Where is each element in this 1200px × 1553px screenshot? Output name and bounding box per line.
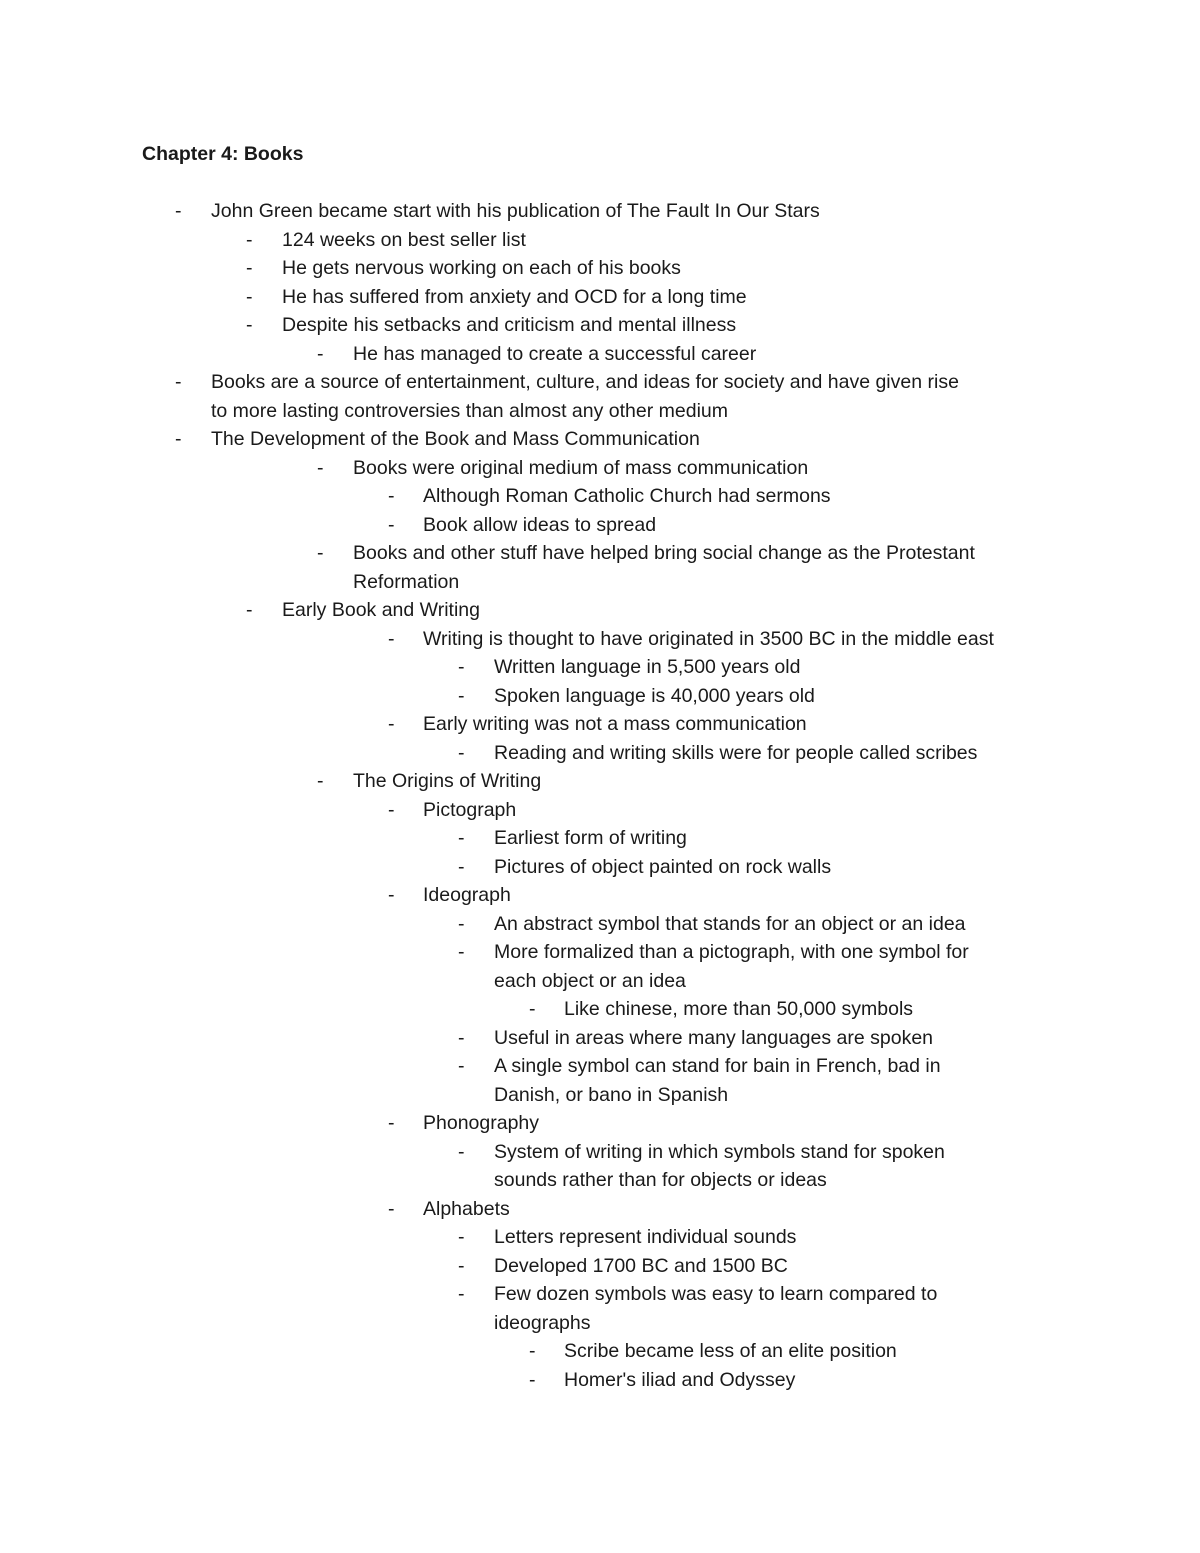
bullet-dash: - xyxy=(246,257,253,279)
bullet-dash: - xyxy=(529,1368,536,1391)
bullet-dash: - xyxy=(458,1226,465,1248)
list-item-text: Reading and writing skills were for people called scribes xyxy=(494,741,978,764)
list-item-text: Early Book and Writing xyxy=(282,599,480,621)
list-item-text: Letters represent individual sounds xyxy=(494,1226,797,1248)
bullet-dash: - xyxy=(246,285,253,308)
list-item-text: Pictures of object painted on rock walls xyxy=(494,855,832,878)
list-item-text: sounds rather than for objects or ideas xyxy=(494,1169,827,1191)
bullet-dash: - xyxy=(458,656,465,678)
bullet-dash: - xyxy=(175,371,182,393)
bullet-dash: - xyxy=(458,1055,465,1077)
list-item-text: Phonography xyxy=(423,1112,540,1134)
list-item-text: ideographs xyxy=(494,1311,591,1334)
list-item xyxy=(0,910,1200,939)
bullet-dash: - xyxy=(388,798,395,821)
list-item-text: Reformation xyxy=(353,570,460,593)
bullet-dash: - xyxy=(317,770,324,792)
list-item xyxy=(0,454,1200,483)
bullet-dash: - xyxy=(317,542,324,564)
list-item xyxy=(0,625,1200,654)
list-item xyxy=(0,739,1200,768)
list-item-text: He gets nervous working on each of his books xyxy=(282,257,681,279)
list-item-text: Book allow ideas to spread xyxy=(423,513,657,536)
list-item-text: Ideograph xyxy=(423,884,511,906)
list-item xyxy=(0,1252,1200,1281)
list-item xyxy=(0,311,1200,340)
list-item-continuation xyxy=(0,397,1200,426)
list-item xyxy=(0,340,1200,369)
list-item xyxy=(0,853,1200,882)
list-item xyxy=(0,682,1200,711)
page-title: Chapter 4: Books xyxy=(142,143,304,165)
list-item-text: to more lasting controversies than almost any other medium xyxy=(211,399,728,422)
bullet-dash: - xyxy=(388,513,395,536)
list-item-continuation xyxy=(0,1309,1200,1338)
list-item xyxy=(0,1195,1200,1224)
list-item-text: He has suffered from anxiety and OCD for a long time xyxy=(282,285,747,308)
bullet-dash: - xyxy=(388,884,395,906)
list-item xyxy=(0,511,1200,540)
list-item xyxy=(0,1024,1200,1053)
list-item-text: Earliest form of writing xyxy=(494,827,687,849)
list-item-text: each object or an idea xyxy=(494,969,686,992)
list-item-text: Although Roman Catholic Church had sermons xyxy=(423,485,831,507)
list-item xyxy=(0,1138,1200,1167)
list-item xyxy=(0,539,1200,568)
list-item-text: He has managed to create a successful career xyxy=(353,342,757,365)
list-item xyxy=(0,938,1200,967)
list-item-text: The Origins of Writing xyxy=(353,770,542,792)
bullet-dash: - xyxy=(529,998,536,1020)
list-item xyxy=(0,710,1200,739)
bullet-dash: - xyxy=(317,456,324,479)
list-item-text: Books are a source of entertainment, culture, and ideas for society and have given rise xyxy=(211,371,959,393)
list-item-text: Spoken language is 40,000 years old xyxy=(494,684,815,707)
bullet-dash: - xyxy=(458,827,465,849)
bullet-dash: - xyxy=(388,627,395,650)
list-item xyxy=(0,425,1200,454)
list-item-text: Like chinese, more than 50,000 symbols xyxy=(564,998,914,1020)
list-item-continuation xyxy=(0,967,1200,996)
list-item-text: The Development of the Book and Mass Communication xyxy=(211,428,700,450)
list-item xyxy=(0,1280,1200,1309)
list-item-text: Alphabets xyxy=(423,1197,510,1220)
bullet-dash: - xyxy=(458,855,465,878)
bullet-list xyxy=(0,197,1200,1394)
list-item-text: John Green became start with his publication of The Fault In Our Stars xyxy=(211,200,820,222)
list-item xyxy=(0,796,1200,825)
bullet-dash: - xyxy=(175,200,182,222)
list-item xyxy=(0,1223,1200,1252)
bullet-dash: - xyxy=(388,713,395,735)
bullet-dash: - xyxy=(388,1197,395,1220)
list-item xyxy=(0,596,1200,625)
bullet-dash: - xyxy=(458,684,465,707)
list-item xyxy=(0,197,1200,226)
list-item xyxy=(0,995,1200,1024)
bullet-dash: - xyxy=(458,741,465,764)
bullet-dash: - xyxy=(246,599,253,621)
list-item-text: Pictograph xyxy=(423,798,517,821)
list-item xyxy=(0,1052,1200,1081)
list-item xyxy=(0,226,1200,255)
list-item-text: Written language in 5,500 years old xyxy=(494,656,801,678)
list-item-text: Books were original medium of mass communication xyxy=(353,456,809,479)
list-item-continuation xyxy=(0,568,1200,597)
bullet-dash: - xyxy=(175,428,182,450)
bullet-dash: - xyxy=(388,485,395,507)
list-item-text: Early writing was not a mass communication xyxy=(423,713,807,735)
list-item-continuation xyxy=(0,1166,1200,1195)
bullet-dash: - xyxy=(529,1340,536,1362)
list-item xyxy=(0,482,1200,511)
bullet-dash: - xyxy=(246,314,253,336)
list-item-text: System of writing in which symbols stand for spoken xyxy=(494,1140,945,1163)
bullet-dash: - xyxy=(458,1140,465,1163)
list-item-text: Scribe became less of an elite position xyxy=(564,1340,897,1362)
list-item xyxy=(0,1109,1200,1138)
bullet-dash: - xyxy=(458,1283,465,1305)
list-item xyxy=(0,254,1200,283)
list-item-text: Danish, or bano in Spanish xyxy=(494,1083,729,1106)
list-item xyxy=(0,1366,1200,1395)
list-item xyxy=(0,283,1200,312)
list-item-text: Homer's iliad and Odyssey xyxy=(564,1368,796,1391)
list-item-text: Despite his setbacks and criticism and mental illness xyxy=(282,314,737,336)
list-item-text: Developed 1700 BC and 1500 BC xyxy=(494,1254,788,1277)
list-item xyxy=(0,824,1200,853)
bullet-dash: - xyxy=(388,1112,395,1134)
bullet-dash: - xyxy=(317,342,324,365)
list-item xyxy=(0,653,1200,682)
list-item-text: A single symbol can stand for bain in French, bad in xyxy=(494,1055,941,1077)
list-item-text: 124 weeks on best seller list xyxy=(282,228,526,251)
list-item xyxy=(0,368,1200,397)
bullet-dash: - xyxy=(458,912,465,935)
bullet-dash: - xyxy=(458,1254,465,1277)
list-item xyxy=(0,767,1200,796)
list-item-text: An abstract symbol that stands for an object or an idea xyxy=(494,912,966,935)
list-item-text: More formalized than a pictograph, with one symbol for xyxy=(494,941,969,963)
list-item-text: Books and other stuff have helped bring social change as the Protestant xyxy=(353,542,975,564)
list-item-continuation xyxy=(0,1081,1200,1110)
list-item xyxy=(0,881,1200,910)
list-item-text: Writing is thought to have originated in 3500 BC in the middle east xyxy=(423,627,994,650)
bullet-dash: - xyxy=(458,1026,465,1049)
list-item-text: Useful in areas where many languages are spoken xyxy=(494,1026,934,1049)
bullet-dash: - xyxy=(246,228,253,251)
list-item-text: Few dozen symbols was easy to learn compared to xyxy=(494,1283,938,1305)
list-item xyxy=(0,1337,1200,1366)
bullet-dash: - xyxy=(458,941,465,963)
